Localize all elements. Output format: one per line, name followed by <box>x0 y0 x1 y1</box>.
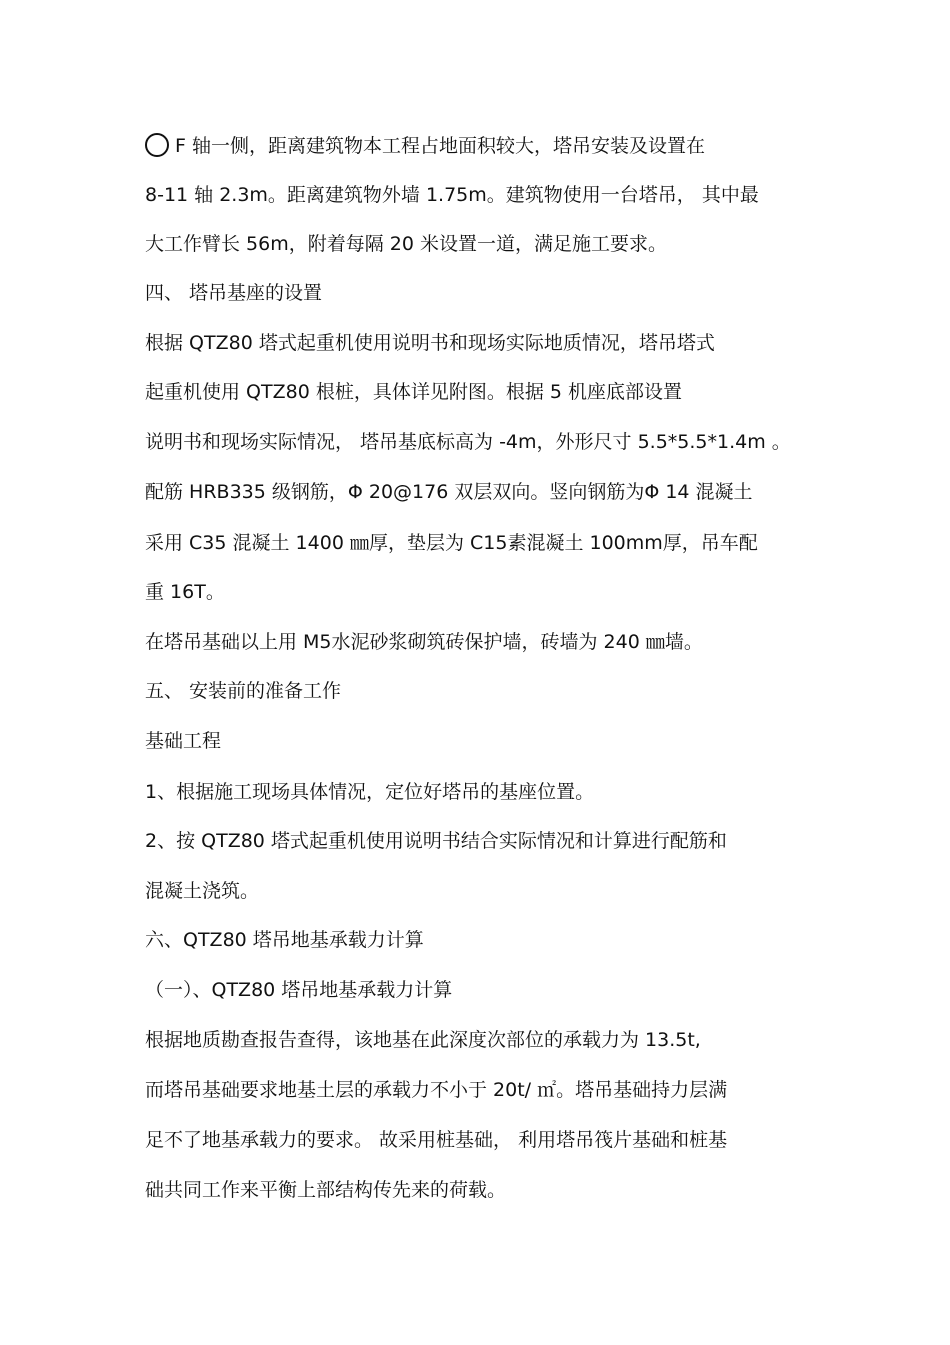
text-line-5: 根据 QTZ80 塔式起重机使用说明书和现场实际地质情况，塔吊塔式 <box>145 332 715 354</box>
text-line-20: 而塔吊基础要求地基土层的承载力不小于 20t/ ㎡。塔吊基础持力层满 <box>145 1079 728 1101</box>
text-line-10: 重 16T。 <box>145 581 225 603</box>
subheading-foundation: 基础工程 <box>145 730 222 752</box>
text-line-16: 混凝土浇筑。 <box>145 880 260 902</box>
text-line-21: 足不了地基承载力的要求。 故采用桩基础， 利用塔吊筏片基础和桩基 <box>145 1129 728 1151</box>
section-heading-6: 六、QTZ80 塔吊地基承载力计算 <box>145 929 424 951</box>
text-line-19: 根据地质勘查报告查得，该地基在此深度次部位的承载力为 13.5t, <box>145 1029 701 1051</box>
text-line-1-content: F 轴一侧，距离建筑物本工程占地面积较大，塔吊安装及设置在 <box>175 135 705 157</box>
text-line-9: 采用 C35 混凝土 1400 ㎜厚，垫层为 C15素混凝土 100mm厚，吊车配 <box>145 532 758 554</box>
circle-marker-icon <box>145 133 169 157</box>
text-line-15: 2、按 QTZ80 塔式起重机使用说明书结合实际情况和计算进行配筋和 <box>145 830 727 852</box>
section-heading-4: 四、 塔吊基座的设置 <box>145 282 323 304</box>
text-line-6: 起重机使用 QTZ80 根桩，具体详见附图。根据 5 机座底部设置 <box>145 381 683 403</box>
text-line-7: 说明书和现场实际情况， 塔吊基底标高为 -4m，外形尺寸 5.5*5.5*1.4m 。 <box>145 431 791 453</box>
section-heading-5: 五、 安装前的准备工作 <box>145 680 342 702</box>
text-line-2: 8-11 轴 2.3m。距离建筑物外墙 1.75m。建筑物使用一台塔吊， 其中最 <box>145 184 759 206</box>
text-line-11: 在塔吊基础以上用 M5水泥砂浆砌筑砖保护墙，砖墙为 240 ㎜墙。 <box>145 631 703 653</box>
text-line-22: 础共同工作来平衡上部结构传先来的荷载。 <box>145 1179 507 1201</box>
text-line-8: 配筋 HRB335 级钢筋，Φ 20@176 双层双向。竖向钢筋为Φ 14 混凝土 <box>145 481 753 503</box>
subheading-6-1: （一）、QTZ80 塔吊地基承载力计算 <box>145 979 453 1001</box>
text-line-14: 1、根据施工现场具体情况，定位好塔吊的基座位置。 <box>145 781 595 803</box>
text-line-1 <box>145 133 705 158</box>
text-line-3: 大工作臂长 56m，附着每隔 20 米设置一道，满足施工要求。 <box>145 233 667 255</box>
